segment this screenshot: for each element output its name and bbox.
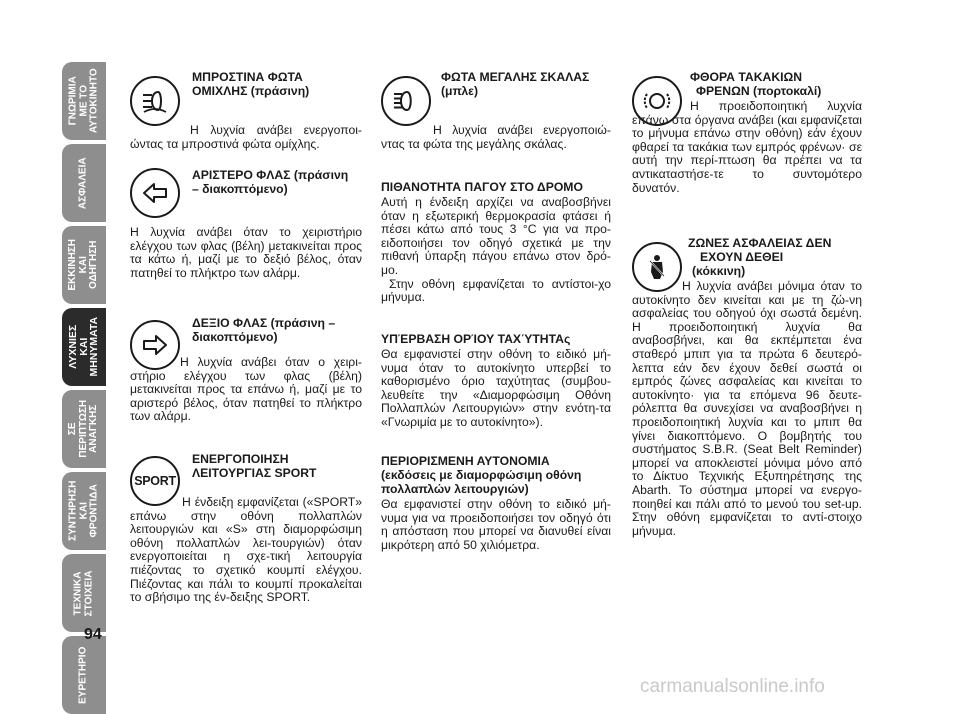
sport-title-2: ΛΕΙΤΟΥΡΓΙΑΣ SPORT — [192, 466, 317, 480]
sport-text: Η ένδειξη εμφανίζεται («SPORT» επάνω στην οθόνη πολλαπλών λειτουργιών και «S» στη διαμορφώσιμη οθόνη πολλαπλών λει-τουργιών) όταν ενεργοποιείται η σχε-τική λειτουργία πιέζοντας το σχετικό κουμπί ελέγχου. Πιέζοντας και πάλι το κουμπί προκαλείται το σβήσιμο της έν-δειξης SPORT. — [130, 495, 362, 605]
tab-safety[interactable]: ΑΣΦΑΛΕΙΑ — [62, 144, 106, 222]
fog-title: ΜΠΡΟΣΤΙΝΑ ΦΩΤΑ — [192, 70, 303, 84]
high-beam-text: Η λυχνία ανάβει ενεργοποιώ-ντας τα φώτα της μεγάλης σκάλας. — [381, 123, 611, 151]
tab-index[interactable]: ΕΥΡΕΤΗΡΙΟ — [62, 636, 106, 714]
page-number: 94 — [84, 626, 102, 643]
seat-belt-title-2: ΕΧΟΥΝ ΔΕΘΕΙ — [700, 250, 784, 264]
left-signal-title-2: – διακοπτόμενο) — [192, 182, 288, 196]
range-title-2: (εκδόσεις με διαμορφώσιμη οθόνη — [381, 468, 582, 482]
tab-maintenance[interactable]: ΣΥΝΤΗΡΗΣΗ ΚΑΙ ΦΡΟΝΤΙΔΑ — [62, 472, 106, 550]
left-signal-title: ΑΡΙΣΤΕΡΟ ΦΛΑΣ (πράσινη — [192, 168, 349, 182]
right-signal-text: Η λυχνία ανάβει όταν ο χειρι-στήριο ελέγχου των φλας (βέλη) μετακινείται προς τα επάνω ή, μαζί με το αριστερό βέλος, όταν πατηθεί το πλήκτρο των αλάρμ. — [130, 355, 362, 424]
watermark: carmanualsonline.info — [640, 676, 825, 697]
tab-emergency[interactable]: ΣΕ ΠΕΡΙΠΤΩΣΗ ΑΝΑΓΚΗΣ — [62, 390, 106, 468]
sport-title: ΕΝΕΡΓΟΠΟΙΗΣΗ — [192, 452, 289, 466]
left-arrow-icon — [130, 168, 180, 218]
range-text: Θα εμφανιστεί στην οθόνη το ειδικό μή-νυμα για να προειδοποιήσει τον οδηγό ότι η απόσταση που μπορεί να διανυθεί είναι μικρότερη από 50 χιλιόμετρα. — [381, 497, 611, 552]
sport-mode-icon: SPORT — [130, 456, 180, 506]
range-title-3: πολλαπλών λειτουργιών) — [381, 482, 529, 496]
ice-title: ΠΙΘΑΝΟΤΗΤΑ ΠΑΓΟΥ ΣΤΟ ΔΡΟΜΟ — [381, 180, 583, 194]
tab-technical[interactable]: ΤΕΧΝΙΚΑ ΣΤΟΙΧΕΙΑ — [62, 554, 106, 632]
fog-title-2: ΟΜΙΧΛΗΣ (πράσινη) — [192, 84, 310, 98]
brake-pads-text: Η προειδοποιητική λυχνία επάνω στα όργανα ανάβει (και εμφανίζεται το μήνυμα επάνω στην οθόνη) εάν έχουν φθαρεί τα τακάκια των εμπρός φρένων· σε αυτή την περί-πτωση θα πρέπει να τα αντικαταστήσε-τε το συντομότερο δυνατόν. — [632, 99, 862, 195]
seat-belt-title: ΖΩΝΕΣ ΑΣΦΑΛΕΙΑΣ ΔΕΝ — [688, 236, 832, 250]
ice-text: Αυτή η ένδειξη αρχίζει να αναβοσβήνει όταν η εξωτερική θερμοκρασία φτάσει ή πέσει κάτω από τους 3 °C για να προ-ειδοποιήσει τον οδηγό σχετικά με την πιθανή ύπαρξη πάγου επάνω στον δρό-μο. — [381, 195, 611, 277]
right-signal-title-2: διακοπτόμενο) — [192, 330, 278, 344]
left-signal-text: Η λυχνία ανάβει όταν το χειριστήριο ελέγχου των φλας (βέλη) μετακινείται προς τα κάτω ή, μαζί με το δεξιό βέλος, όταν πατηθεί το πλήκτρο των αλάρμ. — [130, 225, 362, 280]
high-beam-title: ΦΩΤΑ ΜΕΓΑΛΗΣ ΣΚΑΛΑΣ — [441, 70, 590, 84]
ice-text-2: Στην οθόνη εμφανίζεται το αντίστοι-χο μήνυμα. — [381, 276, 611, 305]
high-beam-icon — [381, 76, 431, 126]
tab-warning-lights[interactable]: ΛΥΧΝΙΕΣ ΚΑΙ ΜΗΝΥΜΑΤΑ — [62, 308, 106, 386]
right-signal-title: ΔΕΞΙΟ ΦΛΑΣ (πράσινη – — [192, 316, 336, 330]
range-title: ΠΕΡΙΟΡΙΣΜΕΝΗ ΑΥΤΟΝΟΜΙΑ — [381, 454, 550, 468]
speed-title: ΥΠΈΡΒΑΣΗ ΟΡΊΟΥ ΤΑΧΎΤΗΤΑς — [381, 332, 571, 346]
seat-belt-title-3: (κόκκινη) — [692, 264, 746, 278]
brake-pads-title-2: ΦΡΕΝΩΝ (πορτοκαλί) — [696, 84, 822, 98]
speed-text: Θα εμφανιστεί στην οθόνη το ειδικό μή-νυμα όταν το αυτοκίνητο υπερβεί το καθορισμένο όριο ταχύτητας (συμβου-λευθείτε την «Διαμορφώσιμη Οθόνη Πολλαπλών Λειτουργιών» στην ενότη-τα «Γνωριμία με το αυτοκίνητο»). — [381, 347, 611, 429]
tab-starting-driving[interactable]: ΕΚΚΙΝΗΣΗ ΚΑΙ ΟΔΗΓΗΣΗ — [62, 226, 106, 304]
brake-pads-title: ΦΘΟΡΑ ΤΑΚΑΚΙΩΝ — [690, 70, 803, 84]
high-beam-title-2: (μπλε) — [441, 84, 479, 98]
fog-text: Η λυχνία ανάβει ενεργοποι-ώντας τα μπροστινά φώτα ομίχλης. — [130, 123, 362, 151]
front-fog-light-icon — [130, 76, 180, 126]
tab-getting-to-know[interactable]: ΓΝΩΡΙΜΙΑ ΜΕ ΤΟ ΑΥΤΟΚΙΝΗΤΟ — [62, 62, 106, 140]
seat-belt-text: Η λυχνία ανάβει μόνιμα όταν το αυτοκίνητο δεν κινείται και με τη ζώ-νη ασφαλείας του οδηγού όχι σωστά δεμένη. Η προειδοποιητική λυχνία θα αναβοσβήνει, και θα εκπέμπεται ένα σταθερό μπιπ για τα πρώτα 6 δευτερό-λεπτα εάν δεν έχουν δεθεί σωστά οι εμπρός ζώνες ασφαλείας και κινείται το αυτοκίνητο· για τα επόμενα 96 δευτε-ρόλεπτα θα συνεχίσει να αναβοσβήνει η προειδοποιητική λυχνία και το μπιπ θα γίνει διακοπτόμενο. Ο βομβητής του συστήματος S.B.R. (Seat Belt Reminder) μπορεί να αποκλειστεί μόνιμα μόνο από το Δίκτυο Τεχνικής Εξυπηρέτησης της Abarth. Το σύστημα μπορεί να ενεργο-ποιηθεί και πάλι από το μενού του set-up. Στην οθόνη εμφανίζεται το αντί-στοιχο μήνυμα. — [632, 279, 862, 538]
